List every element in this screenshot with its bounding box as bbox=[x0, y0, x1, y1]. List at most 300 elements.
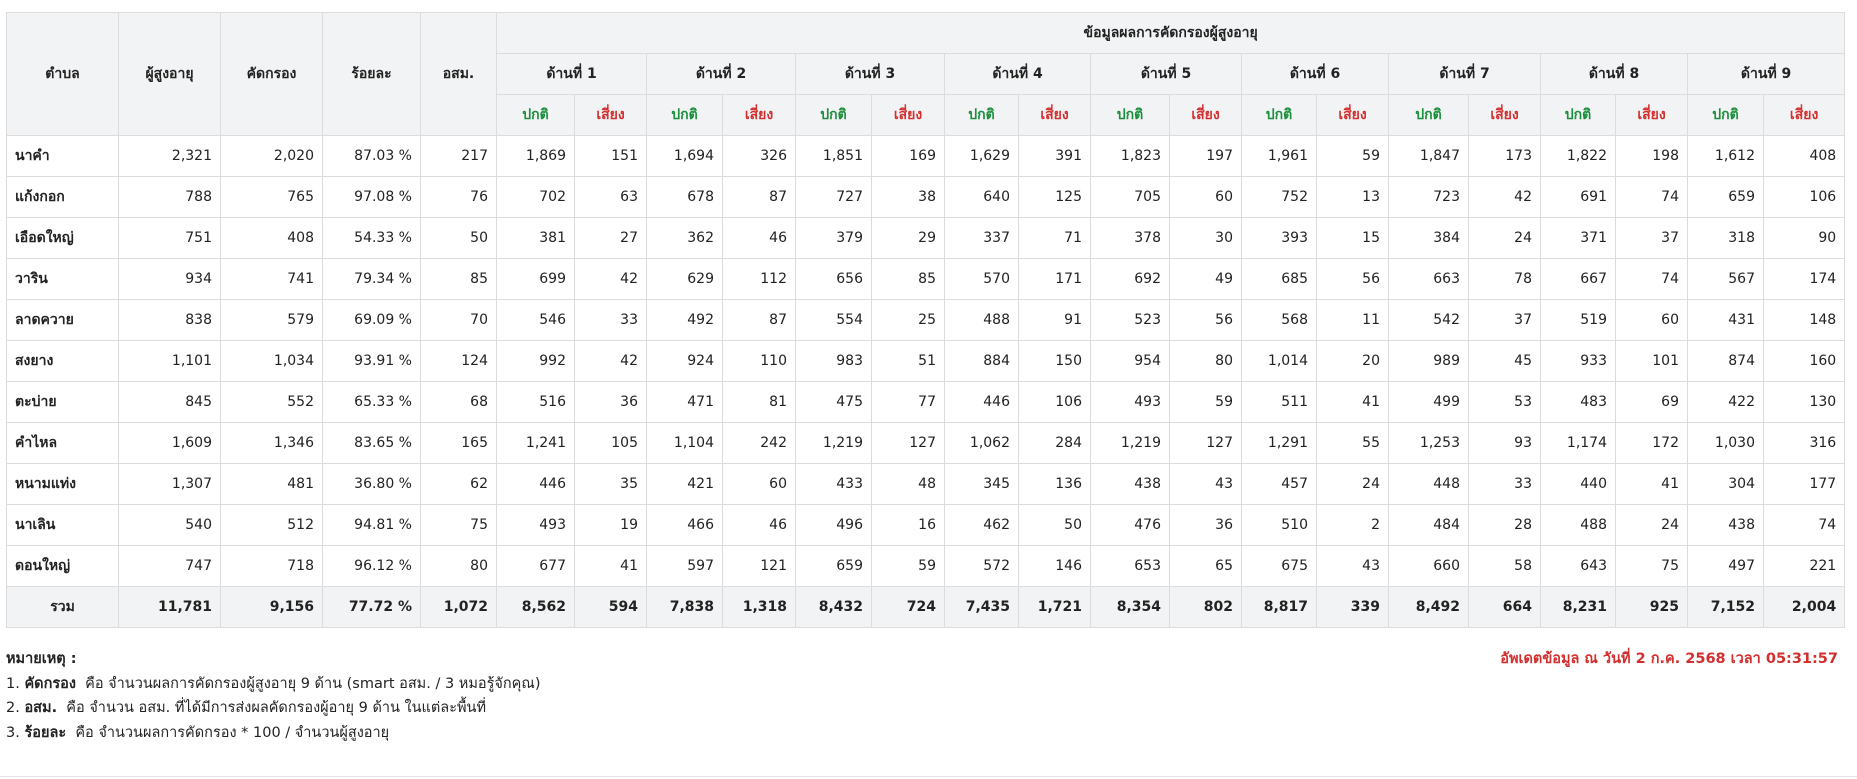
normal-cell: 1,823 bbox=[1091, 136, 1170, 177]
normal-header[interactable]: ปกติ bbox=[1688, 95, 1764, 136]
risk-cell: 173 bbox=[1469, 136, 1541, 177]
note-number: 1. bbox=[6, 675, 20, 692]
risk-cell: 316 bbox=[1764, 423, 1845, 464]
subdistrict-cell: แก้งกอก bbox=[7, 177, 119, 218]
normal-cell: 1,961 bbox=[1242, 136, 1317, 177]
risk-cell: 174 bbox=[1764, 259, 1845, 300]
normal-cell: 511 bbox=[1242, 382, 1317, 423]
risk-cell: 112 bbox=[723, 259, 796, 300]
normal-header[interactable]: ปกติ bbox=[1541, 95, 1616, 136]
risk-cell: 46 bbox=[723, 218, 796, 259]
normal-cell: 438 bbox=[1688, 505, 1764, 546]
elderly-cell: 934 bbox=[119, 259, 221, 300]
normal-cell: 1,219 bbox=[1091, 423, 1170, 464]
risk-cell: 50 bbox=[1019, 505, 1091, 546]
risk-cell: 146 bbox=[1019, 546, 1091, 587]
normal-cell: 677 bbox=[497, 546, 575, 587]
risk-cell: 284 bbox=[1019, 423, 1091, 464]
normal-cell: 659 bbox=[1688, 177, 1764, 218]
note-number: 2. bbox=[6, 700, 20, 716]
elderly-cell: 1,609 bbox=[119, 423, 221, 464]
elderly-cell: 845 bbox=[119, 382, 221, 423]
risk-cell: 42 bbox=[1469, 177, 1541, 218]
elderly-cell: 788 bbox=[119, 177, 221, 218]
percent-cell: 79.34 % bbox=[323, 259, 421, 300]
risk-cell: 41 bbox=[575, 546, 647, 587]
normal-cell: 1,612 bbox=[1688, 136, 1764, 177]
normal-cell: 570 bbox=[945, 259, 1019, 300]
risk-header[interactable]: เสี่ยง bbox=[1019, 95, 1091, 136]
normal-cell: 989 bbox=[1389, 341, 1469, 382]
screened-cell: 552 bbox=[221, 382, 323, 423]
risk-cell: 24 bbox=[1616, 505, 1688, 546]
risk-cell: 60 bbox=[723, 464, 796, 505]
normal-cell: 8,492 bbox=[1389, 587, 1469, 628]
subdistrict-cell: นาเลิน bbox=[7, 505, 119, 546]
normal-cell: 523 bbox=[1091, 300, 1170, 341]
normal-cell: 371 bbox=[1541, 218, 1616, 259]
risk-cell: 45 bbox=[1469, 341, 1541, 382]
normal-header[interactable]: ปกติ bbox=[1091, 95, 1170, 136]
subdistrict-cell: เอือดใหญ่ bbox=[7, 218, 119, 259]
note-description: คือ จำนวน อสม. ที่ได้มีการส่งผลคัดกรองผู้อายุ 9 ด้าน ในแต่ละพื้นที่ bbox=[66, 700, 487, 716]
risk-cell: 85 bbox=[872, 259, 945, 300]
vhv-cell: 70 bbox=[421, 300, 497, 341]
normal-cell: 546 bbox=[497, 300, 575, 341]
subdistrict-cell: หนามแท่ง bbox=[7, 464, 119, 505]
screened-cell: 718 bbox=[221, 546, 323, 587]
risk-cell: 2,004 bbox=[1764, 587, 1845, 628]
screened-cell: 481 bbox=[221, 464, 323, 505]
risk-cell: 594 bbox=[575, 587, 647, 628]
normal-cell: 1,869 bbox=[497, 136, 575, 177]
normal-cell: 519 bbox=[1541, 300, 1616, 341]
normal-header[interactable]: ปกติ bbox=[796, 95, 872, 136]
risk-cell: 33 bbox=[1469, 464, 1541, 505]
normal-cell: 384 bbox=[1389, 218, 1469, 259]
normal-cell: 752 bbox=[1242, 177, 1317, 218]
normal-cell: 488 bbox=[945, 300, 1019, 341]
normal-cell: 8,432 bbox=[796, 587, 872, 628]
risk-cell: 53 bbox=[1469, 382, 1541, 423]
risk-cell: 33 bbox=[575, 300, 647, 341]
normal-cell: 597 bbox=[647, 546, 723, 587]
normal-cell: 462 bbox=[945, 505, 1019, 546]
normal-cell: 304 bbox=[1688, 464, 1764, 505]
normal-cell: 471 bbox=[647, 382, 723, 423]
risk-cell: 20 bbox=[1317, 341, 1389, 382]
notes-section bbox=[6, 647, 540, 745]
risk-cell: 339 bbox=[1317, 587, 1389, 628]
aspect-header: ด้านที่ 2 bbox=[647, 54, 796, 95]
table-row bbox=[7, 177, 1845, 218]
normal-cell: 629 bbox=[647, 259, 723, 300]
risk-cell: 37 bbox=[1616, 218, 1688, 259]
total-row bbox=[7, 587, 1845, 628]
normal-cell: 7,152 bbox=[1688, 587, 1764, 628]
risk-cell: 41 bbox=[1317, 382, 1389, 423]
header-row-1 bbox=[7, 13, 1845, 54]
risk-cell: 221 bbox=[1764, 546, 1845, 587]
screening-group-header: ข้อมูลผลการคัดกรองผู้สูงอายุ bbox=[497, 13, 1845, 54]
normal-cell: 663 bbox=[1389, 259, 1469, 300]
risk-cell: 1,721 bbox=[1019, 587, 1091, 628]
risk-header[interactable]: เสี่ยง bbox=[1170, 95, 1242, 136]
normal-cell: 421 bbox=[647, 464, 723, 505]
table-row bbox=[7, 382, 1845, 423]
risk-cell: 25 bbox=[872, 300, 945, 341]
subdistrict-header[interactable]: ตำบล bbox=[7, 13, 119, 136]
normal-cell: 992 bbox=[497, 341, 575, 382]
risk-cell: 160 bbox=[1764, 341, 1845, 382]
note-term: ร้อยละ bbox=[24, 724, 67, 741]
risk-cell: 29 bbox=[872, 218, 945, 259]
risk-cell: 171 bbox=[1019, 259, 1091, 300]
risk-cell: 148 bbox=[1764, 300, 1845, 341]
elderly-cell: 540 bbox=[119, 505, 221, 546]
normal-cell: 457 bbox=[1242, 464, 1317, 505]
risk-header[interactable]: เสี่ยง bbox=[872, 95, 945, 136]
risk-cell: 60 bbox=[1170, 177, 1242, 218]
vhv-cell: 85 bbox=[421, 259, 497, 300]
risk-cell: 11 bbox=[1317, 300, 1389, 341]
normal-cell: 568 bbox=[1242, 300, 1317, 341]
subdistrict-cell: นาคำ bbox=[7, 136, 119, 177]
percent-cell: 87.03 % bbox=[323, 136, 421, 177]
risk-cell: 87 bbox=[723, 177, 796, 218]
risk-cell: 36 bbox=[1170, 505, 1242, 546]
risk-cell: 43 bbox=[1170, 464, 1242, 505]
aspect-header: ด้านที่ 1 bbox=[497, 54, 647, 95]
note-number: 3. bbox=[6, 724, 20, 741]
risk-cell: 15 bbox=[1317, 218, 1389, 259]
percent-cell: 77.72 % bbox=[323, 587, 421, 628]
screening-table-container bbox=[6, 12, 1842, 628]
subdistrict-cell: รวม bbox=[7, 587, 119, 628]
risk-cell: 391 bbox=[1019, 136, 1091, 177]
normal-cell: 466 bbox=[647, 505, 723, 546]
normal-cell: 699 bbox=[497, 259, 575, 300]
risk-cell: 198 bbox=[1616, 136, 1688, 177]
vhv-cell: 75 bbox=[421, 505, 497, 546]
risk-cell: 19 bbox=[575, 505, 647, 546]
risk-cell: 105 bbox=[575, 423, 647, 464]
risk-cell: 71 bbox=[1019, 218, 1091, 259]
risk-cell: 78 bbox=[1469, 259, 1541, 300]
normal-cell: 1,062 bbox=[945, 423, 1019, 464]
risk-cell: 80 bbox=[1170, 341, 1242, 382]
elderly-header[interactable]: ผู้สูงอายุ bbox=[119, 13, 221, 136]
table-row bbox=[7, 300, 1845, 341]
normal-cell: 448 bbox=[1389, 464, 1469, 505]
aspect-header: ด้านที่ 4 bbox=[945, 54, 1091, 95]
normal-cell: 656 bbox=[796, 259, 872, 300]
risk-cell: 16 bbox=[872, 505, 945, 546]
risk-cell: 46 bbox=[723, 505, 796, 546]
normal-cell: 660 bbox=[1389, 546, 1469, 587]
subdistrict-cell: ดอนใหญ่ bbox=[7, 546, 119, 587]
normal-cell: 496 bbox=[796, 505, 872, 546]
screened-cell: 579 bbox=[221, 300, 323, 341]
normal-cell: 1,629 bbox=[945, 136, 1019, 177]
normal-cell: 924 bbox=[647, 341, 723, 382]
normal-cell: 492 bbox=[647, 300, 723, 341]
normal-cell: 702 bbox=[497, 177, 575, 218]
note-item bbox=[6, 672, 540, 697]
percent-header[interactable]: ร้อยละ bbox=[323, 13, 421, 136]
normal-cell: 1,104 bbox=[647, 423, 723, 464]
elderly-cell: 11,781 bbox=[119, 587, 221, 628]
vhv-cell: 217 bbox=[421, 136, 497, 177]
elderly-cell: 1,101 bbox=[119, 341, 221, 382]
normal-cell: 362 bbox=[647, 218, 723, 259]
table-row bbox=[7, 218, 1845, 259]
risk-cell: 151 bbox=[575, 136, 647, 177]
normal-cell: 345 bbox=[945, 464, 1019, 505]
normal-cell: 874 bbox=[1688, 341, 1764, 382]
normal-cell: 653 bbox=[1091, 546, 1170, 587]
normal-cell: 493 bbox=[1091, 382, 1170, 423]
risk-cell: 59 bbox=[1317, 136, 1389, 177]
risk-cell: 55 bbox=[1317, 423, 1389, 464]
risk-cell: 106 bbox=[1019, 382, 1091, 423]
risk-cell: 42 bbox=[575, 259, 647, 300]
normal-header[interactable]: ปกติ bbox=[647, 95, 723, 136]
note-item bbox=[6, 696, 540, 721]
risk-cell: 408 bbox=[1764, 136, 1845, 177]
normal-cell: 438 bbox=[1091, 464, 1170, 505]
risk-cell: 127 bbox=[1170, 423, 1242, 464]
vhv-cell: 80 bbox=[421, 546, 497, 587]
notes-title: หมายเหตุ : bbox=[6, 651, 77, 667]
normal-cell: 497 bbox=[1688, 546, 1764, 587]
risk-header[interactable]: เสี่ยง bbox=[1469, 95, 1541, 136]
elderly-cell: 1,307 bbox=[119, 464, 221, 505]
normal-cell: 8,817 bbox=[1242, 587, 1317, 628]
normal-cell: 499 bbox=[1389, 382, 1469, 423]
risk-cell: 130 bbox=[1764, 382, 1845, 423]
normal-cell: 381 bbox=[497, 218, 575, 259]
table-row bbox=[7, 136, 1845, 177]
subdistrict-cell: ตะบ่าย bbox=[7, 382, 119, 423]
bottom-divider bbox=[0, 776, 1857, 777]
risk-cell: 13 bbox=[1317, 177, 1389, 218]
risk-header[interactable]: เสี่ยง bbox=[723, 95, 796, 136]
vhv-cell: 165 bbox=[421, 423, 497, 464]
percent-cell: 65.33 % bbox=[323, 382, 421, 423]
vhv-header[interactable]: อสม. bbox=[421, 13, 497, 136]
risk-cell: 37 bbox=[1469, 300, 1541, 341]
normal-cell: 1,030 bbox=[1688, 423, 1764, 464]
vhv-cell: 76 bbox=[421, 177, 497, 218]
percent-cell: 93.91 % bbox=[323, 341, 421, 382]
note-term: คัดกรอง bbox=[24, 675, 76, 692]
screened-cell: 1,034 bbox=[221, 341, 323, 382]
normal-cell: 431 bbox=[1688, 300, 1764, 341]
normal-cell: 440 bbox=[1541, 464, 1616, 505]
normal-cell: 7,435 bbox=[945, 587, 1019, 628]
elderly-cell: 751 bbox=[119, 218, 221, 259]
percent-cell: 36.80 % bbox=[323, 464, 421, 505]
risk-cell: 802 bbox=[1170, 587, 1242, 628]
last-update-text: อัพเดตข้อมูล ณ วันที่ 2 ก.ค. 2568 เวลา 05:31:57 bbox=[1500, 651, 1838, 667]
vhv-cell: 50 bbox=[421, 218, 497, 259]
risk-header[interactable]: เสี่ยง bbox=[1764, 95, 1845, 136]
percent-cell: 83.65 % bbox=[323, 423, 421, 464]
screened-cell: 512 bbox=[221, 505, 323, 546]
note-item bbox=[6, 721, 540, 746]
aspect-header: ด้านที่ 9 bbox=[1688, 54, 1845, 95]
screened-cell: 741 bbox=[221, 259, 323, 300]
percent-cell: 96.12 % bbox=[323, 546, 421, 587]
percent-cell: 69.09 % bbox=[323, 300, 421, 341]
risk-cell: 56 bbox=[1317, 259, 1389, 300]
risk-cell: 110 bbox=[723, 341, 796, 382]
normal-cell: 337 bbox=[945, 218, 1019, 259]
normal-cell: 476 bbox=[1091, 505, 1170, 546]
risk-cell: 242 bbox=[723, 423, 796, 464]
normal-header[interactable]: ปกติ bbox=[1389, 95, 1469, 136]
normal-cell: 572 bbox=[945, 546, 1019, 587]
normal-cell: 1,694 bbox=[647, 136, 723, 177]
normal-cell: 640 bbox=[945, 177, 1019, 218]
risk-cell: 326 bbox=[723, 136, 796, 177]
percent-cell: 97.08 % bbox=[323, 177, 421, 218]
aspect-header: ด้านที่ 7 bbox=[1389, 54, 1541, 95]
risk-cell: 91 bbox=[1019, 300, 1091, 341]
risk-cell: 48 bbox=[872, 464, 945, 505]
risk-cell: 90 bbox=[1764, 218, 1845, 259]
normal-cell: 1,822 bbox=[1541, 136, 1616, 177]
risk-cell: 41 bbox=[1616, 464, 1688, 505]
risk-cell: 197 bbox=[1170, 136, 1242, 177]
normal-cell: 488 bbox=[1541, 505, 1616, 546]
normal-cell: 318 bbox=[1688, 218, 1764, 259]
table-row bbox=[7, 259, 1845, 300]
normal-cell: 8,562 bbox=[497, 587, 575, 628]
risk-cell: 724 bbox=[872, 587, 945, 628]
normal-cell: 1,014 bbox=[1242, 341, 1317, 382]
normal-cell: 8,231 bbox=[1541, 587, 1616, 628]
normal-cell: 727 bbox=[796, 177, 872, 218]
normal-cell: 483 bbox=[1541, 382, 1616, 423]
risk-cell: 43 bbox=[1317, 546, 1389, 587]
normal-cell: 643 bbox=[1541, 546, 1616, 587]
risk-header[interactable]: เสี่ยง bbox=[1616, 95, 1688, 136]
risk-cell: 74 bbox=[1764, 505, 1845, 546]
risk-cell: 69 bbox=[1616, 382, 1688, 423]
normal-cell: 433 bbox=[796, 464, 872, 505]
risk-header[interactable]: เสี่ยง bbox=[575, 95, 647, 136]
normal-cell: 933 bbox=[1541, 341, 1616, 382]
elderly-screening-table bbox=[6, 12, 1845, 628]
table-row bbox=[7, 464, 1845, 505]
normal-cell: 393 bbox=[1242, 218, 1317, 259]
risk-cell: 1,318 bbox=[723, 587, 796, 628]
normal-cell: 705 bbox=[1091, 177, 1170, 218]
elderly-cell: 838 bbox=[119, 300, 221, 341]
risk-cell: 38 bbox=[872, 177, 945, 218]
risk-cell: 74 bbox=[1616, 177, 1688, 218]
normal-cell: 446 bbox=[945, 382, 1019, 423]
risk-cell: 925 bbox=[1616, 587, 1688, 628]
risk-cell: 28 bbox=[1469, 505, 1541, 546]
risk-header[interactable]: เสี่ยง bbox=[1317, 95, 1389, 136]
risk-cell: 74 bbox=[1616, 259, 1688, 300]
risk-cell: 27 bbox=[575, 218, 647, 259]
subdistrict-cell: คำไหล bbox=[7, 423, 119, 464]
screened-cell: 765 bbox=[221, 177, 323, 218]
elderly-cell: 2,321 bbox=[119, 136, 221, 177]
risk-cell: 51 bbox=[872, 341, 945, 382]
risk-cell: 60 bbox=[1616, 300, 1688, 341]
risk-cell: 93 bbox=[1469, 423, 1541, 464]
risk-cell: 35 bbox=[575, 464, 647, 505]
risk-cell: 81 bbox=[723, 382, 796, 423]
screened-cell: 408 bbox=[221, 218, 323, 259]
risk-cell: 49 bbox=[1170, 259, 1242, 300]
normal-cell: 983 bbox=[796, 341, 872, 382]
risk-cell: 177 bbox=[1764, 464, 1845, 505]
risk-cell: 42 bbox=[575, 341, 647, 382]
normal-cell: 446 bbox=[497, 464, 575, 505]
risk-cell: 58 bbox=[1469, 546, 1541, 587]
normal-cell: 723 bbox=[1389, 177, 1469, 218]
screened-header[interactable]: คัดกรอง bbox=[221, 13, 323, 136]
table-header bbox=[7, 13, 1845, 136]
normal-cell: 1,253 bbox=[1389, 423, 1469, 464]
normal-cell: 675 bbox=[1242, 546, 1317, 587]
vhv-cell: 68 bbox=[421, 382, 497, 423]
table-row bbox=[7, 546, 1845, 587]
screened-cell: 1,346 bbox=[221, 423, 323, 464]
normal-header[interactable]: ปกติ bbox=[945, 95, 1019, 136]
percent-cell: 54.33 % bbox=[323, 218, 421, 259]
aspect-header: ด้านที่ 5 bbox=[1091, 54, 1242, 95]
normal-cell: 542 bbox=[1389, 300, 1469, 341]
table-body bbox=[7, 136, 1845, 628]
normal-cell: 1,847 bbox=[1389, 136, 1469, 177]
risk-cell: 106 bbox=[1764, 177, 1845, 218]
normal-cell: 691 bbox=[1541, 177, 1616, 218]
normal-cell: 1,851 bbox=[796, 136, 872, 177]
risk-cell: 136 bbox=[1019, 464, 1091, 505]
normal-cell: 484 bbox=[1389, 505, 1469, 546]
risk-cell: 77 bbox=[872, 382, 945, 423]
subdistrict-cell: สงยาง bbox=[7, 341, 119, 382]
risk-cell: 56 bbox=[1170, 300, 1242, 341]
risk-cell: 127 bbox=[872, 423, 945, 464]
normal-cell: 685 bbox=[1242, 259, 1317, 300]
risk-cell: 30 bbox=[1170, 218, 1242, 259]
vhv-cell: 1,072 bbox=[421, 587, 497, 628]
normal-cell: 884 bbox=[945, 341, 1019, 382]
normal-cell: 8,354 bbox=[1091, 587, 1170, 628]
risk-cell: 59 bbox=[1170, 382, 1242, 423]
risk-cell: 75 bbox=[1616, 546, 1688, 587]
risk-cell: 24 bbox=[1469, 218, 1541, 259]
normal-cell: 378 bbox=[1091, 218, 1170, 259]
risk-cell: 63 bbox=[575, 177, 647, 218]
normal-header[interactable]: ปกติ bbox=[1242, 95, 1317, 136]
risk-cell: 87 bbox=[723, 300, 796, 341]
normal-header[interactable]: ปกติ bbox=[497, 95, 575, 136]
table-row bbox=[7, 423, 1845, 464]
aspect-header: ด้านที่ 8 bbox=[1541, 54, 1688, 95]
note-description: คือ จำนวนผลการคัดกรอง * 100 / จำนวนผู้สูงอายุ bbox=[75, 724, 390, 741]
normal-cell: 954 bbox=[1091, 341, 1170, 382]
risk-cell: 101 bbox=[1616, 341, 1688, 382]
